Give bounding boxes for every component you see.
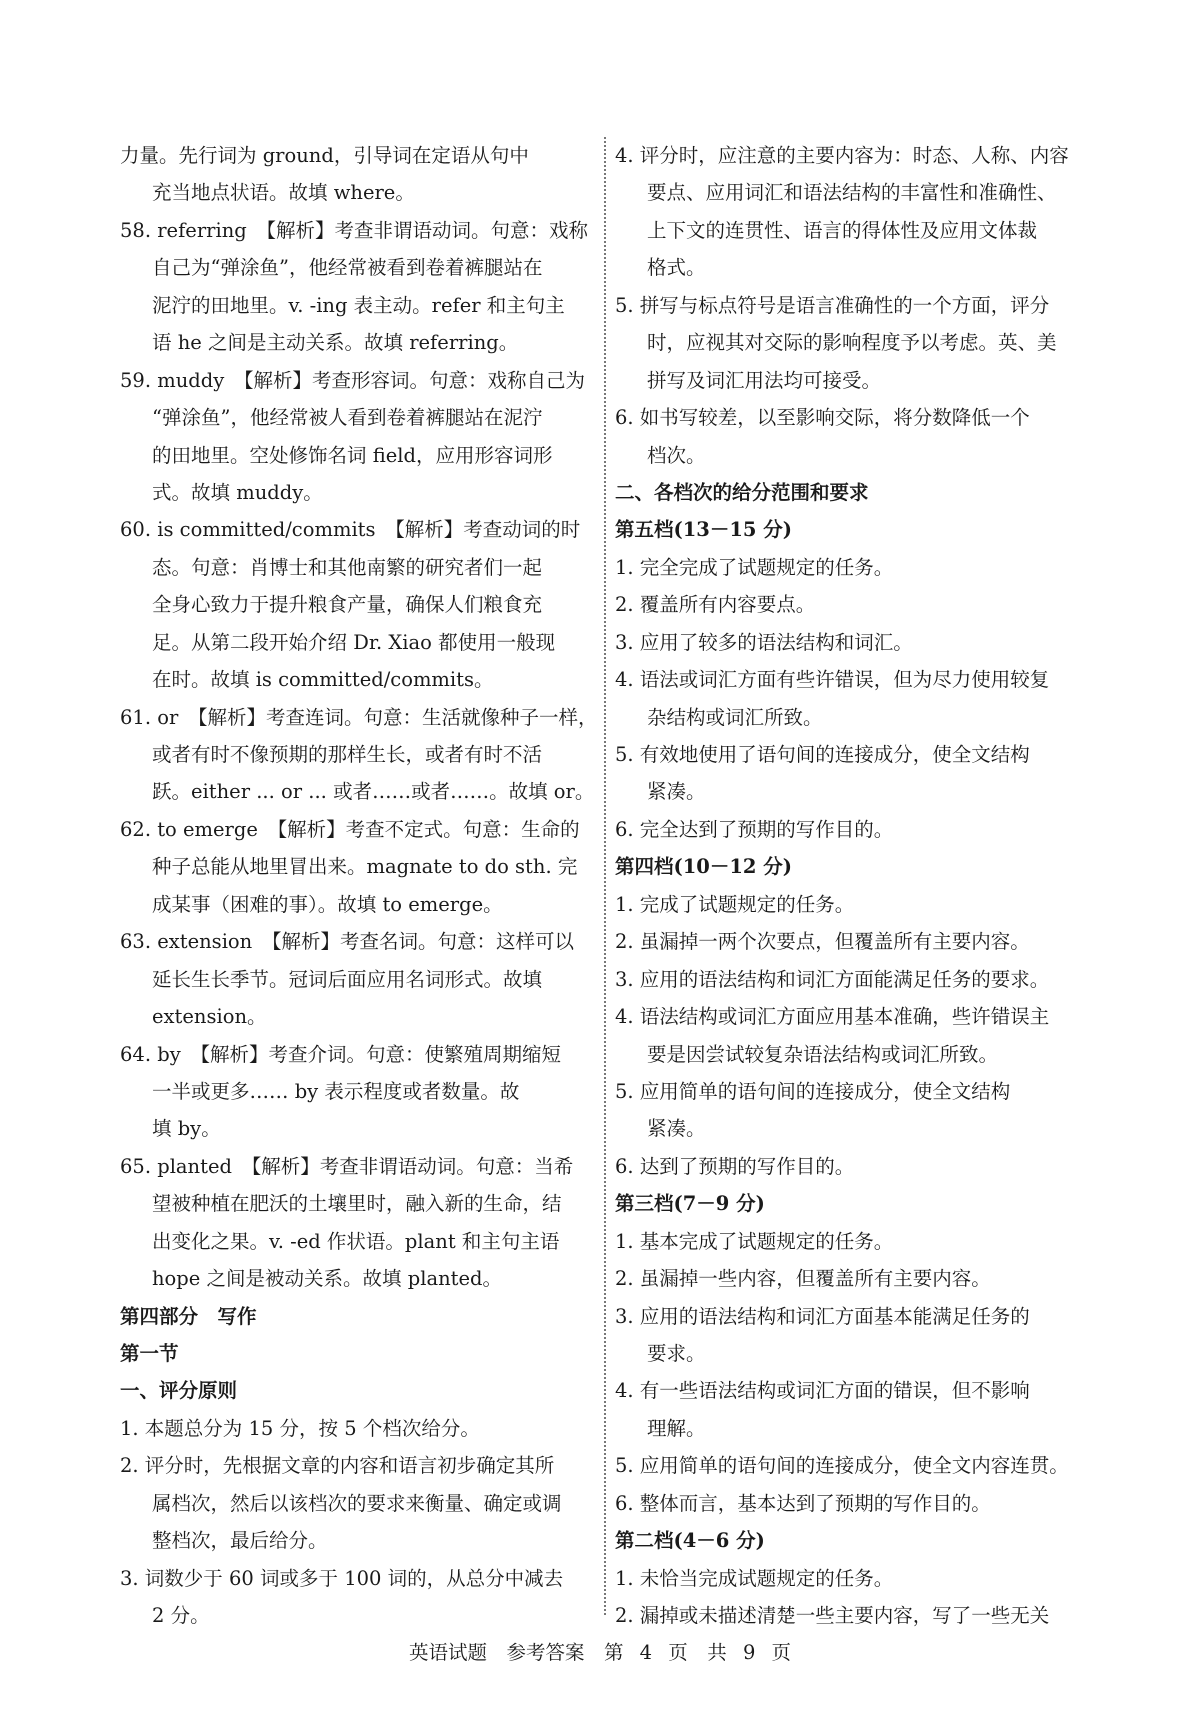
text-line: 4. 语法结构或词汇方面应用基本准确，些许错误主 bbox=[615, 1005, 1050, 1029]
text-line: 上下文的连贯性、语言的得体性及应用文体裁 bbox=[647, 218, 1038, 242]
text-line: 3. 词数少于 60 词或多于 100 词的，从总分中减去 bbox=[120, 1566, 564, 1590]
section-heading bbox=[120, 1372, 598, 1409]
text-line: 格式。 bbox=[647, 256, 706, 280]
text-line: 1. 完成了试题规定的任务。 bbox=[615, 892, 855, 916]
text-line: 档次。 bbox=[647, 443, 706, 467]
text-line: 二、各档次的给分范围和要求 bbox=[615, 480, 869, 504]
answer-item bbox=[120, 212, 598, 362]
answer-item bbox=[615, 549, 1090, 586]
text-line: 1. 基本完成了试题规定的任务。 bbox=[615, 1229, 894, 1253]
text-line: 一半或更多…… by 表示程度或者数量。故 bbox=[152, 1079, 520, 1103]
right-column bbox=[615, 137, 1090, 1635]
text-line: 6. 如书写较差，以至影响交际，将分数降低一个 bbox=[615, 406, 1030, 430]
text-line: 拼写及词汇用法均可接受。 bbox=[647, 368, 882, 392]
answer-item bbox=[615, 624, 1090, 661]
text-line: 6. 达到了预期的写作目的。 bbox=[615, 1154, 855, 1178]
answer-item bbox=[120, 1560, 598, 1635]
text-line: 第二档(4－6 分) bbox=[615, 1529, 765, 1553]
text-line: 式。故填 muddy。 bbox=[152, 480, 323, 504]
text-line: 1. 未恰当完成试题规定的任务。 bbox=[615, 1566, 894, 1590]
text-line: 出变化之果。v. -ed 作状语。plant 和主句主语 bbox=[152, 1229, 560, 1253]
text-line: 语 he 之间是主动关系。故填 referring。 bbox=[152, 331, 519, 355]
text-line: 2. 覆盖所有内容要点。 bbox=[615, 593, 816, 617]
answer-item bbox=[120, 923, 598, 1035]
answer-item bbox=[120, 362, 598, 512]
text-line: 充当地点状语。故填 where。 bbox=[152, 181, 415, 205]
answer-item bbox=[615, 586, 1090, 623]
answer-item bbox=[615, 961, 1090, 998]
text-line: 6. 完全达到了预期的写作目的。 bbox=[615, 817, 894, 841]
answer-item bbox=[120, 811, 598, 923]
text-line: 在时。故填 is committed/commits。 bbox=[152, 668, 494, 692]
answer-item bbox=[615, 923, 1090, 960]
answer-item bbox=[615, 811, 1090, 848]
text-line: 58. referring 【解析】考查非谓语动词。句意：戏称 bbox=[120, 218, 589, 242]
text-line: 1. 完全完成了试题规定的任务。 bbox=[615, 555, 894, 579]
section-heading bbox=[615, 1522, 1090, 1559]
text-line: 成某事（困难的事）。故填 to emerge。 bbox=[152, 892, 503, 916]
text-line: 62. to emerge 【解析】考查不定式。句意：生命的 bbox=[120, 817, 580, 841]
text-line: 1. 本题总分为 15 分，按 5 个档次给分。 bbox=[120, 1416, 480, 1440]
text-line: 属档次，然后以该档次的要求来衡量、确定或调 bbox=[152, 1491, 562, 1515]
text-line: 64. by 【解析】考查介词。句意：使繁殖周期缩短 bbox=[120, 1042, 561, 1066]
text-line: 4. 有一些语法结构或词汇方面的错误，但不影响 bbox=[615, 1379, 1030, 1403]
text-line: 种子总能从地里冒出来。magnate to do sth. 完 bbox=[152, 855, 578, 879]
section-heading bbox=[120, 1298, 598, 1335]
text-line: 望被种植在肥沃的土壤里时，融入新的生命，结 bbox=[152, 1192, 562, 1216]
text-line: 全身心致力于提升粮食产量，确保人们粮食充 bbox=[152, 593, 543, 617]
text-line: 要是因尝试较复杂语法结构或词汇所致。 bbox=[647, 1042, 999, 1066]
answer-item bbox=[615, 998, 1090, 1073]
column-divider bbox=[604, 137, 606, 1615]
text-line: 65. planted 【解析】考查非谓语动词。句意：当希 bbox=[120, 1154, 574, 1178]
text-line: 2. 漏掉或未描述清楚一些主要内容，写了一些无关 bbox=[615, 1604, 1050, 1628]
answer-item bbox=[120, 1148, 598, 1298]
text-line: 6. 整体而言，基本达到了预期的写作目的。 bbox=[615, 1491, 991, 1515]
text-line: 紧凑。 bbox=[647, 1117, 706, 1141]
text-line: 的田地里。空处修饰名词 field，应用形容词形 bbox=[152, 443, 553, 467]
text-line: 要点、应用词汇和语法结构的丰富性和准确性、 bbox=[647, 181, 1057, 205]
section-heading bbox=[615, 848, 1090, 885]
text-line: 态。句意：肖博士和其他南繁的研究者们一起 bbox=[152, 555, 543, 579]
answer-item bbox=[615, 1485, 1090, 1522]
text-line: “弹涂鱼”，他经常被人看到卷着裤腿站在泥泞 bbox=[152, 406, 543, 430]
text-line: extension。 bbox=[152, 1005, 267, 1029]
text-line: 5. 拼写与标点符号是语言准确性的一个方面，评分 bbox=[615, 293, 1050, 317]
text-line: 5. 应用简单的语句间的连接成分，使全文内容连贯。 bbox=[615, 1454, 1069, 1478]
answer-item bbox=[615, 1073, 1090, 1148]
text-line: 第三档(7－9 分) bbox=[615, 1192, 765, 1216]
text-line: 要求。 bbox=[647, 1342, 706, 1365]
answer-item bbox=[615, 1298, 1090, 1373]
text-line: 一、评分原则 bbox=[120, 1379, 238, 1403]
answer-item bbox=[615, 1260, 1090, 1297]
text-line: 2. 评分时，先根据文章的内容和语言初步确定其所 bbox=[120, 1454, 555, 1478]
answer-item bbox=[120, 699, 598, 811]
answer-item bbox=[615, 1372, 1090, 1447]
text-line: 3. 应用的语法结构和词汇方面能满足任务的要求。 bbox=[615, 967, 1050, 991]
section-heading bbox=[615, 511, 1090, 548]
text-line: 时，应视其对交际的影响程度予以考虑。英、美 bbox=[647, 331, 1057, 355]
text-line: hope 之间是被动关系。故填 planted。 bbox=[152, 1267, 502, 1291]
section-heading bbox=[120, 1335, 598, 1372]
text-line: 理解。 bbox=[647, 1416, 706, 1440]
text-line: 2 分。 bbox=[152, 1604, 210, 1628]
text-line: 5. 应用简单的语句间的连接成分，使全文结构 bbox=[615, 1079, 1011, 1103]
text-line: 59. muddy 【解析】考查形容词。句意：戏称自己为 bbox=[120, 368, 585, 392]
answer-item bbox=[615, 661, 1090, 736]
page-footer: 英语试题 参考答案 第 4 页 共 9 页 bbox=[408, 1641, 792, 1664]
text-line: 4. 语法或词汇方面有些许错误，但为尽力使用较复 bbox=[615, 668, 1050, 692]
text-line: 泥泞的田地里。v. -ing 表主动。refer 和主句主 bbox=[152, 293, 565, 317]
text-line: 61. or 【解析】考查连词。句意：生活就像种子一样， bbox=[120, 705, 598, 729]
answer-item bbox=[615, 1148, 1090, 1185]
answer-item bbox=[120, 1410, 598, 1447]
text-line: 填 by。 bbox=[152, 1117, 221, 1141]
text-line: 第四档(10－12 分) bbox=[615, 855, 793, 879]
text-line: 延长生长季节。冠词后面应用名词形式。故填 bbox=[152, 967, 543, 991]
text-line: 紧凑。 bbox=[647, 780, 706, 804]
text-line: 足。从第二段开始介绍 Dr. Xiao 都使用一般现 bbox=[152, 630, 556, 654]
text-line: 或者有时不像预期的那样生长，或者有时不活 bbox=[152, 743, 543, 766]
text-line: 第一节 bbox=[120, 1342, 179, 1365]
answer-item bbox=[120, 137, 598, 212]
text-line: 第五档(13－15 分) bbox=[615, 518, 793, 542]
answer-item bbox=[615, 1223, 1090, 1260]
text-line: 60. is committed/commits 【解析】考查动词的时 bbox=[120, 518, 581, 542]
answer-item bbox=[615, 137, 1090, 287]
text-line: 力量。先行词为 ground，引导词在定语从句中 bbox=[120, 144, 529, 167]
answer-item bbox=[615, 736, 1090, 811]
answer-item bbox=[615, 287, 1090, 399]
left-column bbox=[120, 137, 598, 1635]
answer-item bbox=[615, 1447, 1090, 1484]
answer-item bbox=[615, 1560, 1090, 1597]
text-line: 跃。either ... or ... 或者……或者……。故填 or。 bbox=[152, 780, 595, 804]
text-line: 第四部分 写作 bbox=[120, 1304, 257, 1328]
answer-item bbox=[120, 1447, 598, 1559]
text-line: 整档次，最后给分。 bbox=[152, 1529, 328, 1553]
answer-item bbox=[120, 1036, 598, 1148]
text-line: 3. 应用的语法结构和词汇方面基本能满足任务的 bbox=[615, 1304, 1030, 1328]
answer-item bbox=[615, 886, 1090, 923]
text-line: 杂结构或词汇所致。 bbox=[647, 705, 823, 729]
answer-item bbox=[615, 1597, 1090, 1634]
section-heading bbox=[615, 1185, 1090, 1222]
section-heading bbox=[615, 474, 1090, 511]
answer-item bbox=[615, 399, 1090, 474]
text-line: 2. 虽漏掉一两个次要点，但覆盖所有主要内容。 bbox=[615, 930, 1030, 954]
text-line: 2. 虽漏掉一些内容，但覆盖所有主要内容。 bbox=[615, 1267, 991, 1291]
answer-item bbox=[120, 511, 598, 698]
text-line: 3. 应用了较多的语法结构和词汇。 bbox=[615, 630, 913, 654]
text-line: 63. extension 【解析】考查名词。句意：这样可以 bbox=[120, 930, 574, 954]
text-line: 4. 评分时，应注意的主要内容为：时态、人称、内容 bbox=[615, 144, 1069, 167]
text-line: 5. 有效地使用了语句间的连接成分，使全文结构 bbox=[615, 743, 1030, 766]
text-line: 自己为“弹涂鱼”，他经常被看到卷着裤腿站在 bbox=[152, 256, 543, 280]
